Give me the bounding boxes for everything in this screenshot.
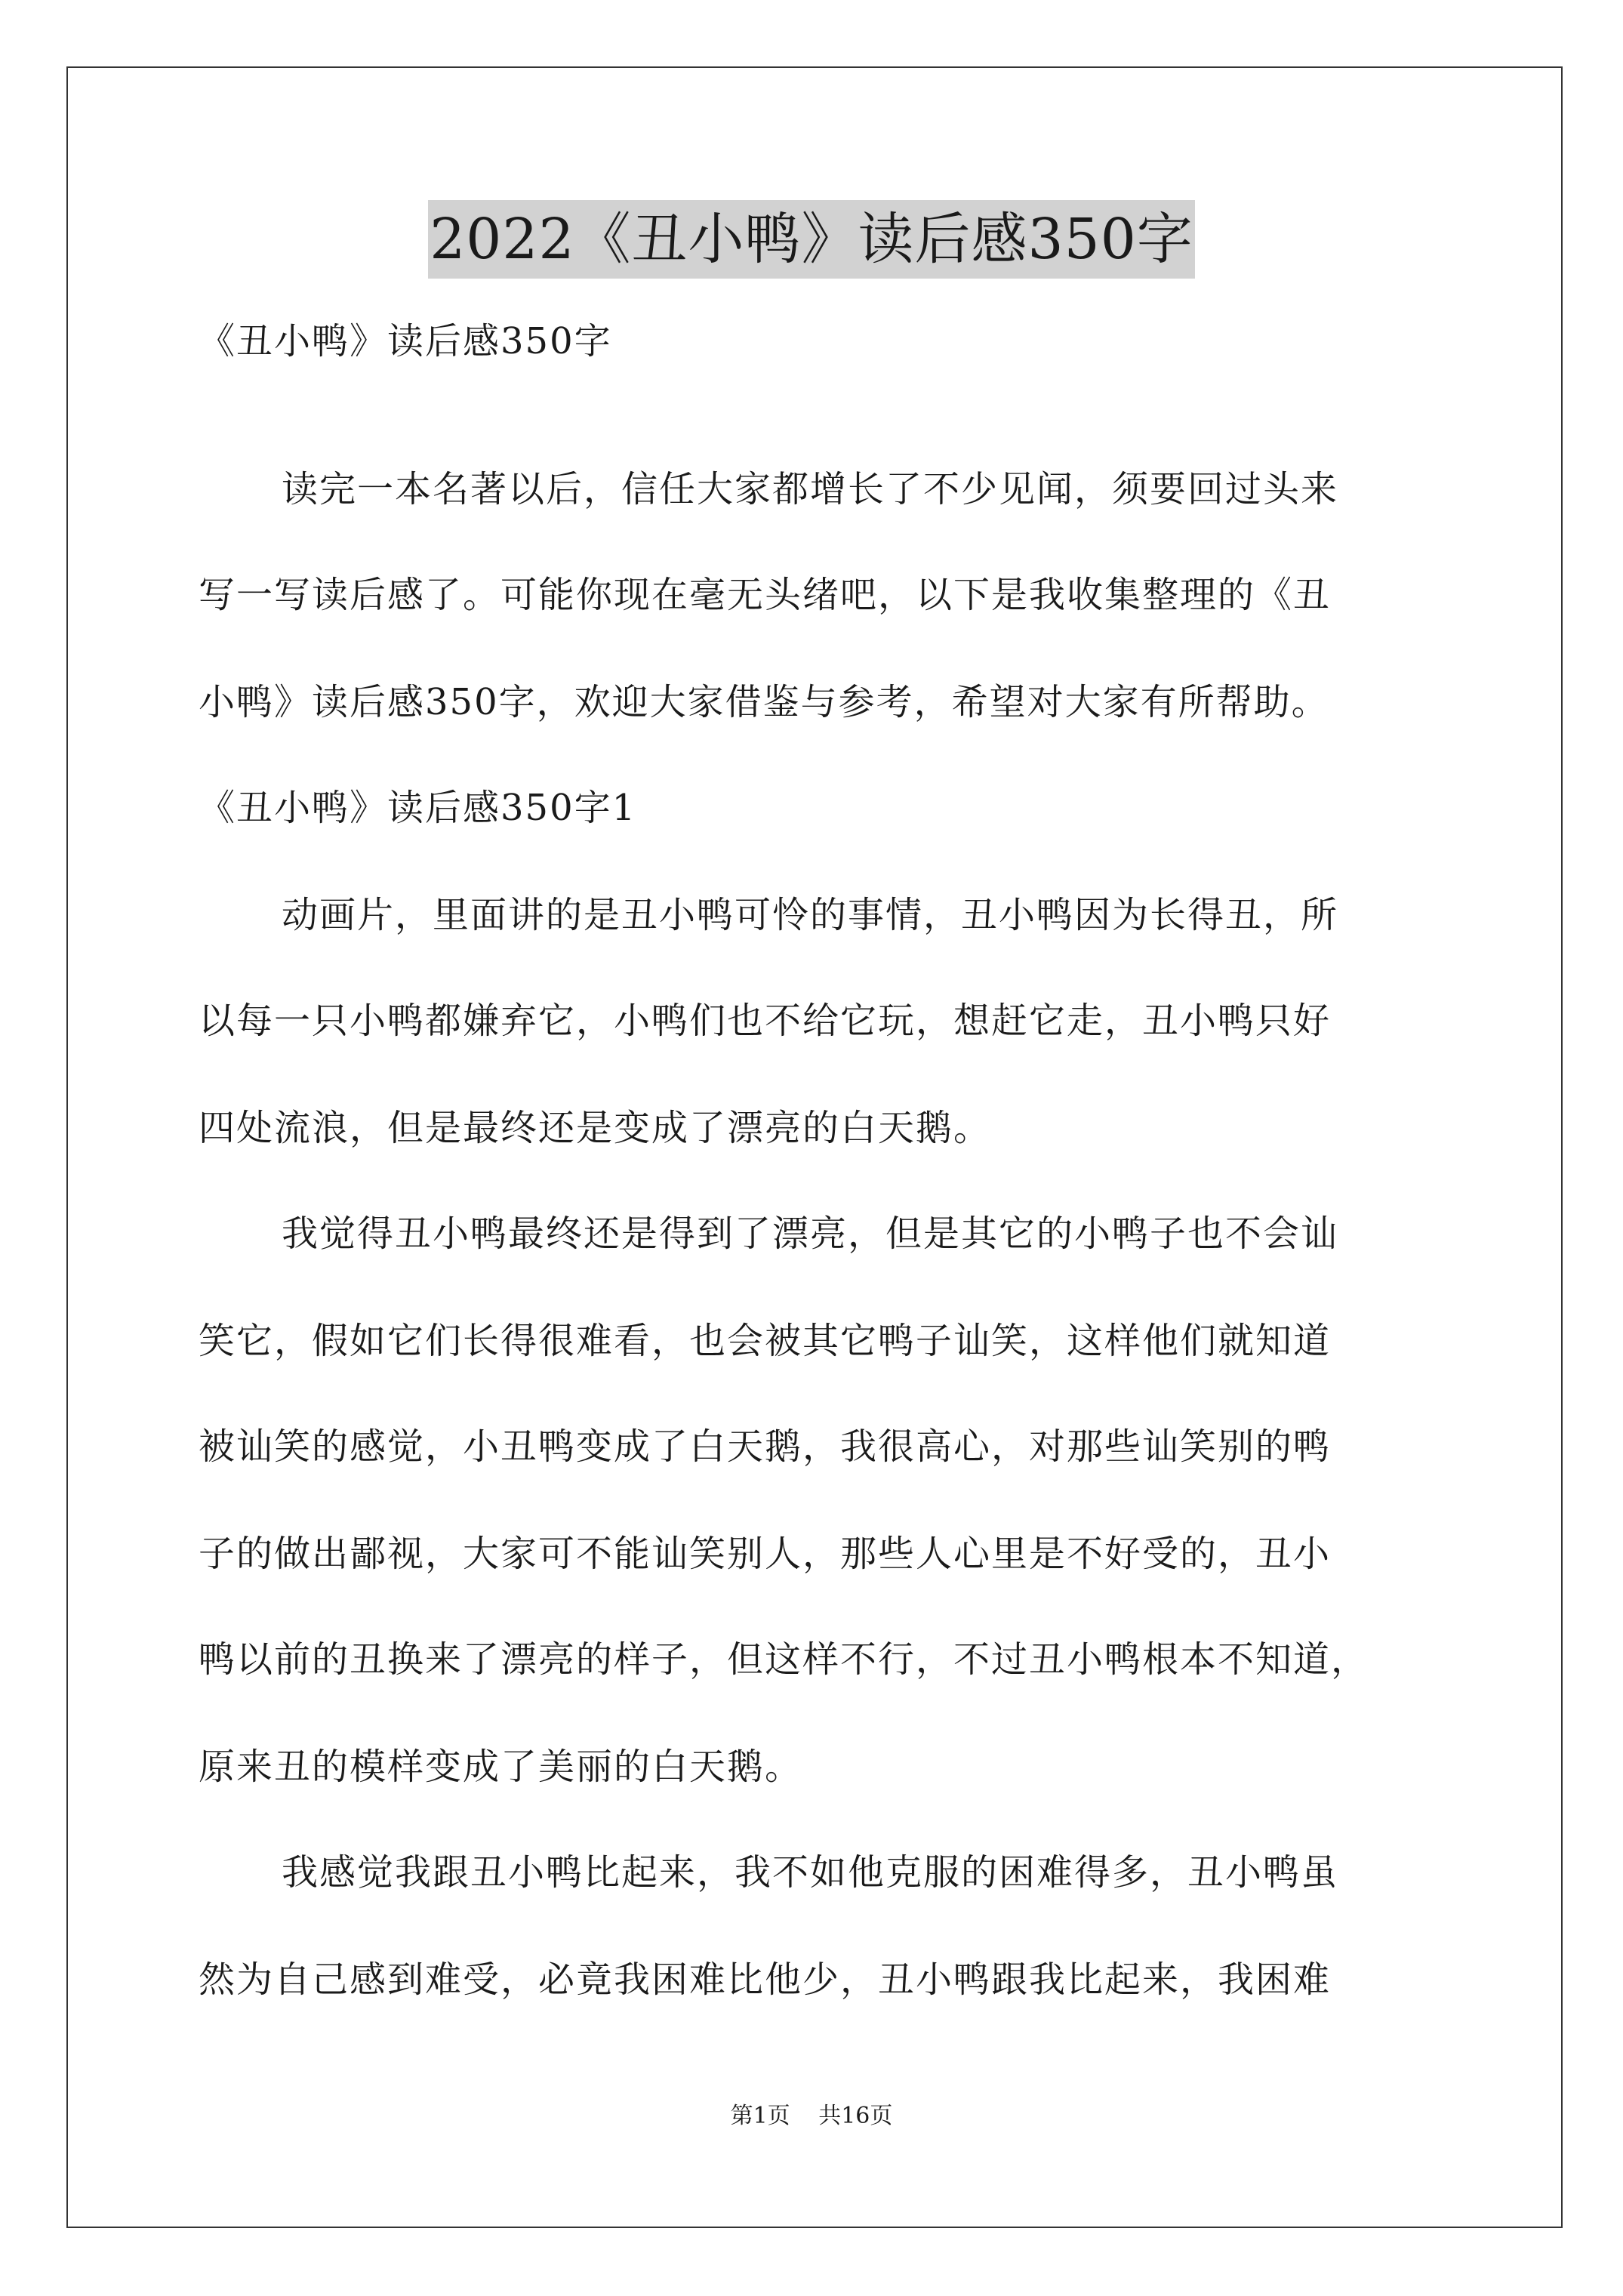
paragraph-line: 鸭以前的丑换来了漂亮的样子，但这样不行，不过丑小鸭根本不知道， <box>199 1638 1369 1681</box>
section-heading: 《丑小鸭》读后感350字1 <box>199 787 637 829</box>
title-container <box>0 200 1623 279</box>
paragraph-line: 我觉得丑小鸭最终还是得到了漂亮，但是其它的小鸭子也不会讪 <box>282 1213 1339 1255</box>
document-title: 2022《丑小鸭》读后感350字 <box>428 200 1195 279</box>
page-footer <box>0 2101 1623 2131</box>
paragraph-line: 原来丑的模样变成了美丽的白天鹅。 <box>199 1746 803 1788</box>
paragraph-line: 四处流浪，但是最终还是变成了漂亮的白天鹅。 <box>199 1107 992 1149</box>
paragraph-line: 我感觉我跟丑小鸭比起来，我不如他克服的困难得多，丑小鸭虽 <box>282 1851 1339 1894</box>
paragraph-line: 写一写读后感了。可能你现在毫无头绪吧，以下是我收集整理的《丑 <box>199 574 1332 616</box>
paragraph-line: 以每一只小鸭都嫌弃它，小鸭们也不给它玩，想赶它走，丑小鸭只好 <box>199 1000 1332 1042</box>
paragraph-line: 被讪笑的感觉，小丑鸭变成了白天鹅，我很高心，对那些讪笑别的鸭 <box>199 1425 1332 1468</box>
paragraph-line: 子的做出鄙视，大家可不能讪笑别人，那些人心里是不好受的，丑小 <box>199 1533 1332 1575</box>
paragraph-line: 动画片，里面讲的是丑小鸭可怜的事情，丑小鸭因为长得丑，所 <box>282 894 1339 936</box>
paragraph-line: 笑它，假如它们长得很难看，也会被其它鸭子讪笑，这样他们就知道 <box>199 1320 1332 1362</box>
page-number: 第1页 <box>730 2103 790 2129</box>
paragraph-line: 小鸭》读后感350字，欢迎大家借鉴与参考，希望对大家有所帮助。 <box>199 681 1329 723</box>
paragraph-line: 读完一本名著以后，信任大家都增长了不少见闻，须要回过头来 <box>282 468 1339 510</box>
paragraph-line: 然为自己感到难受，必竟我困难比他少，丑小鸭跟我比起来，我困难 <box>199 1959 1332 2001</box>
subtitle-line: 《丑小鸭》读后感350字 <box>199 320 612 362</box>
page-total: 共16页 <box>818 2103 893 2129</box>
